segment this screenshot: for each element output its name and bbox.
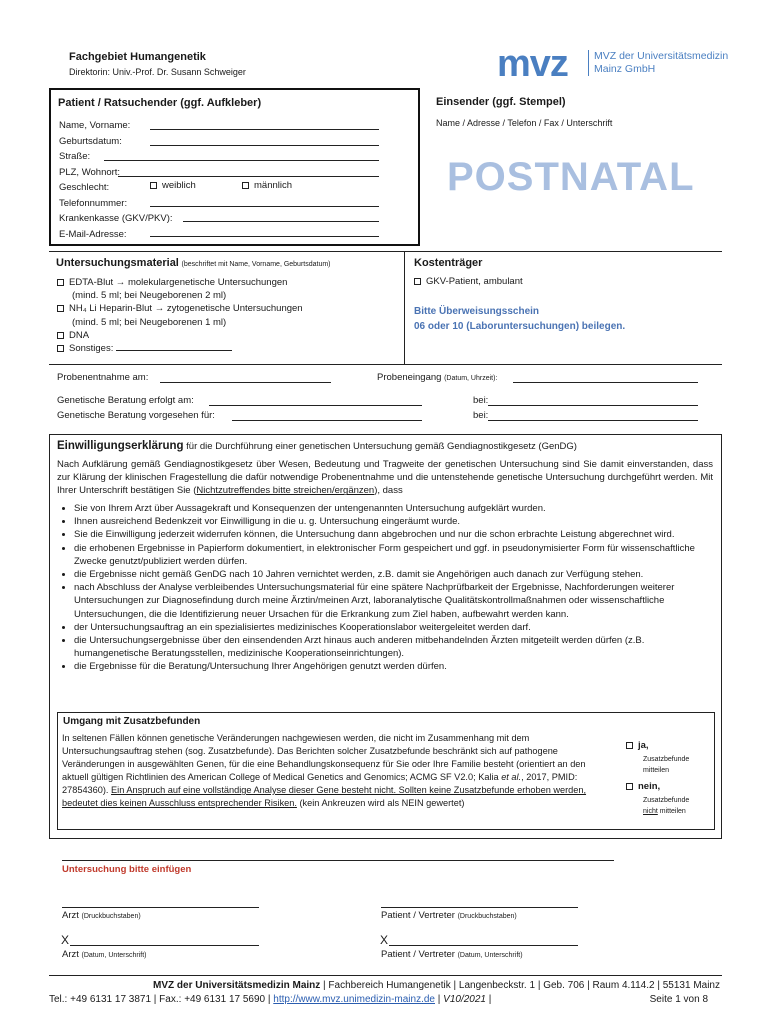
edta-checkbox[interactable] [57,279,64,286]
edta-option[interactable] [57,276,303,289]
sampling-date-label: Probenentnahme am: [57,372,149,383]
female-label: weiblich [162,180,196,191]
plz-field[interactable] [118,176,379,177]
nh4-checkbox[interactable] [57,305,64,312]
no-sub-2b: mitteilen [657,808,686,815]
footer-divider [49,975,722,976]
patient-name-label-text: Patient / Vertreter [381,910,455,921]
footer-line-2 [49,993,720,1007]
referral-note-2: 06 oder 10 (Laboruntersuchungen) beilegen. [414,321,626,332]
consent-title [57,440,577,452]
patient-sign-label-text: Patient / Vertreter [381,949,455,960]
postnatal-stamp: POSTNATAL [447,155,695,199]
patient-name-note: (Druckbuchstaben) [457,913,517,920]
sampling-date-field[interactable] [160,382,331,383]
footer-org: MVZ der Universitätsmedizin Mainz [153,980,321,991]
gkv-option[interactable] [414,276,523,287]
divider-material [49,251,722,252]
incidental-text-underlined: Ein Anspruch auf eine vollständige Analyse dieser Gene besteht nicht. Sollten keine Zusatzbefunde erhoben werden, bedeutet dies keinen Ausschluss entsprechender Risiken. [62,785,587,808]
yes-option[interactable] [626,740,649,751]
counsel-done-by-label: bei: [473,395,489,406]
patient-sign-note: (Datum, Unterschrift) [457,952,523,959]
material-note: (beschriftet mit Name, Vorname, Geburtsdatum) [181,261,331,268]
receipt-note: (Datum, Uhrzeit): [444,375,498,382]
incidental-text-1: In seltenen Fällen können genetische Veränderungen nachgewiesen werden, die nicht im Zusammenhang mit dem Untersuchungsauftrag stehen (sog. Zusatzbefunde). Das Berichten solcher Zusatzbefunde beschränkt sich auf pathogene Veränderungen in ausgewählten Genen, für die eine Behandlungskonsequenz für Sie oder Ihre Familie besteht (orientiert an den aktuell gültigen Richtlinien des American College of Medical Genetics and Genomics; ACMG SF V2.0; Kalia [62,733,586,782]
patient-sign-field[interactable] [389,945,578,946]
insurance-field[interactable] [183,221,379,222]
doctor-sign-x: X [61,933,70,947]
name-label: Name, Vorname: [59,120,131,131]
consent-bullet: • nach Abschluss der Analyse verbleibendes Untersuchungsmaterial für eine spätere Nachprüfbarkeit der Ergebnisse, Nachforderungen weiterer Untersuchungen zur Diagnosefindung durch meine Ärztin/meinen Arzt, laboranalytische Qualitätskontrollmaßnahmen oder wissenschaftliche Untersuchungen, die die Identifizierung neuer Ursachen für die Erkrankung zum Ziel haben, aufbewahrt werden kann. [74,581,714,621]
name-field[interactable] [150,129,379,130]
consent-bullet: • Sie von Ihrem Arzt über Aussagekraft und Konsequenzen der untengenannten Untersuchung aufgeklärt wurden. [74,502,714,515]
email-field[interactable] [150,236,379,237]
insurance-label: Krankenkasse (GKV/PKV): [59,213,173,224]
receipt-label [377,372,497,383]
consent-bullet: • die Untersuchungsergebnisse über den einsendenden Arzt hinaus auch anderen mitbehandelnden Ärzten mitgeteilt werden dürfen (z.B. humangenetische Beratungsstellen, medizinische Kooperationseinrichtungen). [74,634,714,660]
logo-sub-1: MVZ der Universitätsmedizin [594,50,729,62]
consent-bullet: • Ihnen ausreichend Bedenkzeit vor Einwilligung in die u. g. Untersuchung eingeräumt wurde. [74,515,714,528]
footer-phone: Tel.: +49 6131 17 3871 | Fax.: +49 6131 17 5690 | [49,994,274,1005]
dna-label: DNA [69,329,90,341]
counsel-done-field[interactable] [209,405,422,406]
consent-title-text: Einwilligungserklärung [57,440,184,452]
yes-sub-2: mitteilen [643,767,670,774]
doctor-name-label [62,910,141,921]
counsel-planned-field[interactable] [232,420,422,421]
exam-field[interactable] [62,860,614,861]
no-sub [643,795,689,817]
incidental-title: Umgang mit Zusatzbefunden [63,716,201,727]
doctor-sign-note: (Datum, Unterschrift) [81,952,147,959]
consent-bullet: • die erhobenen Ergebnisse in Papierform dokumentiert, in elektronischer Form gespeichert und ggf. in pseudonymisierter Form für wissenschaftliche Zwecke genutzt/publiziert werden dürfen. [74,542,714,568]
material-title [56,257,331,269]
receipt-field[interactable] [513,382,698,383]
consent-intro-end: ), dass [374,485,403,497]
male-option[interactable] [242,180,292,191]
consent-intro-text: Nach Aufklärung gemäß Gendiagnostikgesetz über Wesen, Bedeutung und Tragweite der genetischen Untersuchung sind Sie damit einverstanden, dass zur Klärung der klinischen Fragestellung die dafür notwendige Probenentnahme und die untenstehende genetische Untersuchung durchgeführt werden. Mit Ihrer Unterschrift bestätigen Sie ( [57,459,713,497]
footer-line-1 [49,979,720,993]
incidental-text-2: , 2017, PMID: 27854360). [62,772,578,795]
referral-note [414,304,625,334]
doctor-name-field[interactable] [62,907,259,908]
phone-field[interactable] [150,206,379,207]
logo-subtitle [588,50,728,76]
gkv-label: GKV-Patient, ambulant [426,276,523,287]
footer [49,979,720,1007]
other-field[interactable] [116,350,232,351]
counsel-planned-label: Genetische Beratung vorgesehen für: [57,410,215,421]
footer-version: V10/2021 [443,994,486,1005]
counsel-done-label: Genetische Beratung erfolgt am: [57,395,194,406]
incidental-text [62,732,614,810]
other-label: Sonstiges: [69,343,114,355]
mvz-logo [497,45,568,83]
footer-website-link[interactable]: http://www.mvz.unimedizin-mainz.de [273,994,435,1005]
no-option[interactable] [626,781,660,792]
counsel-planned-by-field[interactable] [488,420,698,421]
no-label: nein, [638,781,661,792]
exam-insert-label: Untersuchung bitte einfügen [62,864,192,875]
incidental-text-3: (kein Ankreuzen wird als NEIN gewertet) [299,798,465,808]
nh4-option[interactable] [57,302,303,315]
consent-intro-underlined: Nichtzutreffendes bitte streichen/ergänzen [196,485,375,497]
no-sub-2a: nicht [643,808,658,815]
patient-sign-label [381,949,523,960]
footer-sep: | [435,994,444,1005]
footer-sep-2: | [485,994,492,1005]
female-option[interactable] [150,180,196,191]
divider-sampling [49,364,722,365]
street-label: Straße: [59,151,91,162]
patient-name-label [381,910,517,921]
sex-label: Geschlecht: [59,182,110,193]
costs-title: Kostenträger [414,257,483,269]
edta-label: EDTA-Blut → molekulargenetische Untersuchungen [69,277,288,288]
yes-sub-1: Zusatzbefunde [643,756,690,763]
dna-option[interactable] [57,329,303,342]
doctor-name-note: (Druckbuchstaben) [81,913,141,920]
consent-title-rest: für die Durchführung einer genetischen Untersuchung gemäß Gendiagnostikgesetz (GenDG) [183,441,577,452]
birth-label: Geburtsdatum: [59,135,122,147]
patient-title: Patient / Ratsuchender (ggf. Aufkleber) [58,97,262,109]
incidental-etal: et al. [501,772,522,782]
dna-checkbox[interactable] [57,332,64,339]
sender-subtitle: Name / Adresse / Telefon / Fax / Unterschrift [436,118,613,128]
doctor-sign-field[interactable] [70,945,259,946]
consent-bullet: • die Ergebnisse nicht gemäß GenDG nach 10 Jahren vernichtet werden, z.B. damit sie Angehörigen auch danach zur Verfügung stehen. [74,568,714,581]
nh4-sub: (mind. 5 ml; bei Neugeborenen 1 ml) [72,316,227,328]
phone-label: Telefonnummer: [59,197,128,209]
gkv-checkbox[interactable] [414,278,421,285]
material-title-text: Untersuchungsmaterial [56,257,179,269]
divider-vertical [404,251,405,364]
no-checkbox[interactable] [626,783,633,790]
doctor-sign-label [62,949,147,960]
receipt-label-text: Probeneingang [377,372,442,383]
nh4-label: NH₄ Li Heparin-Blut → zytogenetische Untersuchungen [69,303,303,315]
sender-title: Einsender (ggf. Stempel) [436,96,566,108]
material-list [57,276,303,355]
consent-bullets [58,502,714,674]
counsel-planned-by-label: bei: [473,410,489,421]
referral-note-1: Bitte Überweisungsschein [414,306,540,317]
edta-sub: (mind. 5 ml; bei Neugeborenen 2 ml) [72,290,227,302]
male-checkbox[interactable] [242,182,249,189]
male-label: männlich [254,180,293,191]
consent-bullet: • die Ergebnisse für die Beratung/Untersuchung Ihrer Angehörigen genutzt werden dürfen. [74,660,714,673]
director-line: Direktorin: Univ.-Prof. Dr. Susann Schweiger [69,67,246,77]
street-field[interactable] [104,160,379,161]
other-option[interactable] [57,342,303,355]
logo-mark: mvz [497,43,568,85]
other-checkbox[interactable] [57,345,64,352]
no-sub-1: Zusatzbefunde [643,797,690,804]
footer-page-number: Seite 1 von 8 [649,994,708,1005]
patient-name-field[interactable] [381,907,578,908]
doctor-name-label-text: Arzt [62,910,79,921]
yes-sub [643,754,689,776]
patient-sign-x: X [380,933,389,947]
logo-sub-2: Mainz GmbH [594,63,656,75]
plz-label: PLZ, Wohnort: [59,166,121,178]
consent-bullet: • der Untersuchungsauftrag an ein spezialisiertes medizinisches Kooperationslabor weitergeleitet werden darf. [74,621,714,634]
female-checkbox[interactable] [150,182,157,189]
counsel-done-by-field[interactable] [488,405,698,406]
footer-address: | Fachbereich Humangenetik | Langenbeckstr. 1 | Geb. 706 | Raum 4.114.2 | 55131 Mainz [320,980,720,991]
department-title: Fachgebiet Humangenetik [69,51,206,63]
birth-field[interactable] [150,145,379,146]
yes-checkbox[interactable] [626,742,633,749]
email-label: E-Mail-Adresse: [59,228,127,240]
doctor-sign-label-text: Arzt [62,949,79,960]
consent-bullet: • Sie die Einwilligung jederzeit widerrufen können, die Untersuchung dann abgebrochen und nur die schon erbrachte Leistung abgerechnet wird. [74,528,714,541]
yes-label: ja, [638,740,649,751]
consent-intro [57,458,713,498]
